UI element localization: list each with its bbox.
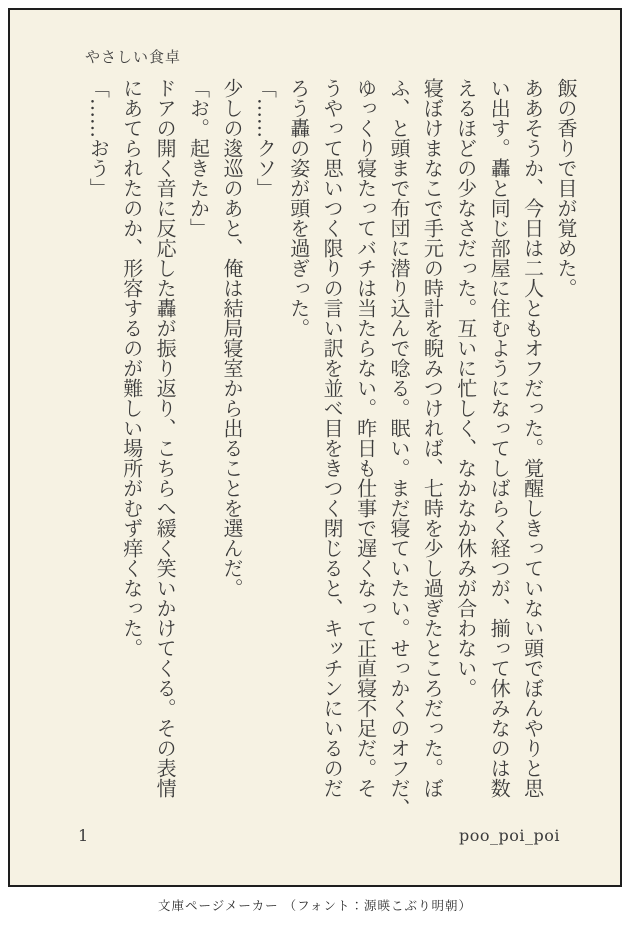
text-line: 飯の香りで目が覚めた。 (554, 78, 578, 298)
text-line: 「お。起きたか」 (186, 78, 211, 238)
text-line: い出す。轟と同じ部屋に住むようになってしばらく経つが、揃って休みなのは数 (487, 78, 512, 798)
page-title: やさしい食卓 (85, 48, 182, 66)
text-line: ゆっくり寝たってバチは当たらない。昨日も仕事で遅くなって正直寝不足だ。そ (353, 78, 378, 798)
generator-caption: 文庫ページメーカー （フォント：源暎こぶり明朝） (158, 898, 472, 913)
text-line: ふ、と頭まで布団に潜り込んで唸る。眠い。まだ寝ていたい。せっかくのオフだ、 (386, 78, 411, 818)
text-line: えるほどの少なさだった。互いに忙しく、なかなか休みが合わない。 (453, 78, 478, 698)
text-line: ろう轟の姿が頭を過ぎった。 (286, 78, 311, 338)
text-line: 「……おう」 (86, 78, 111, 198)
text-line: 「……クソ」 (253, 78, 278, 198)
text-line: 寝ぼけまなこで手元の時計を睨みつければ、七時を少し過ぎたところだった。ぼ (420, 78, 445, 798)
page (8, 8, 622, 887)
body-text (81, 78, 582, 830)
author-credit: poo_poi_poi (459, 826, 560, 845)
text-line: にあてられたのか、形容するのが難しい場所がむず痒くなった。 (119, 78, 144, 658)
text-line: うやって思いつく限りの言い訳を並べ目をきつく閉じると、キッチンにいるのだ (320, 78, 345, 798)
text-line: ドアの開く音に反応した轟が振り返り、こちらへ緩く笑いかけてくる。その表情 (153, 78, 178, 798)
page-number: 1 (78, 826, 89, 845)
text-line: ああそうか、今日は二人ともオフだった。覚醒しきっていない頭でぼんやりと思 (520, 78, 545, 798)
text-line: 少しの逡巡のあと、俺は結局寝室から出ることを選んだ。 (219, 78, 244, 598)
